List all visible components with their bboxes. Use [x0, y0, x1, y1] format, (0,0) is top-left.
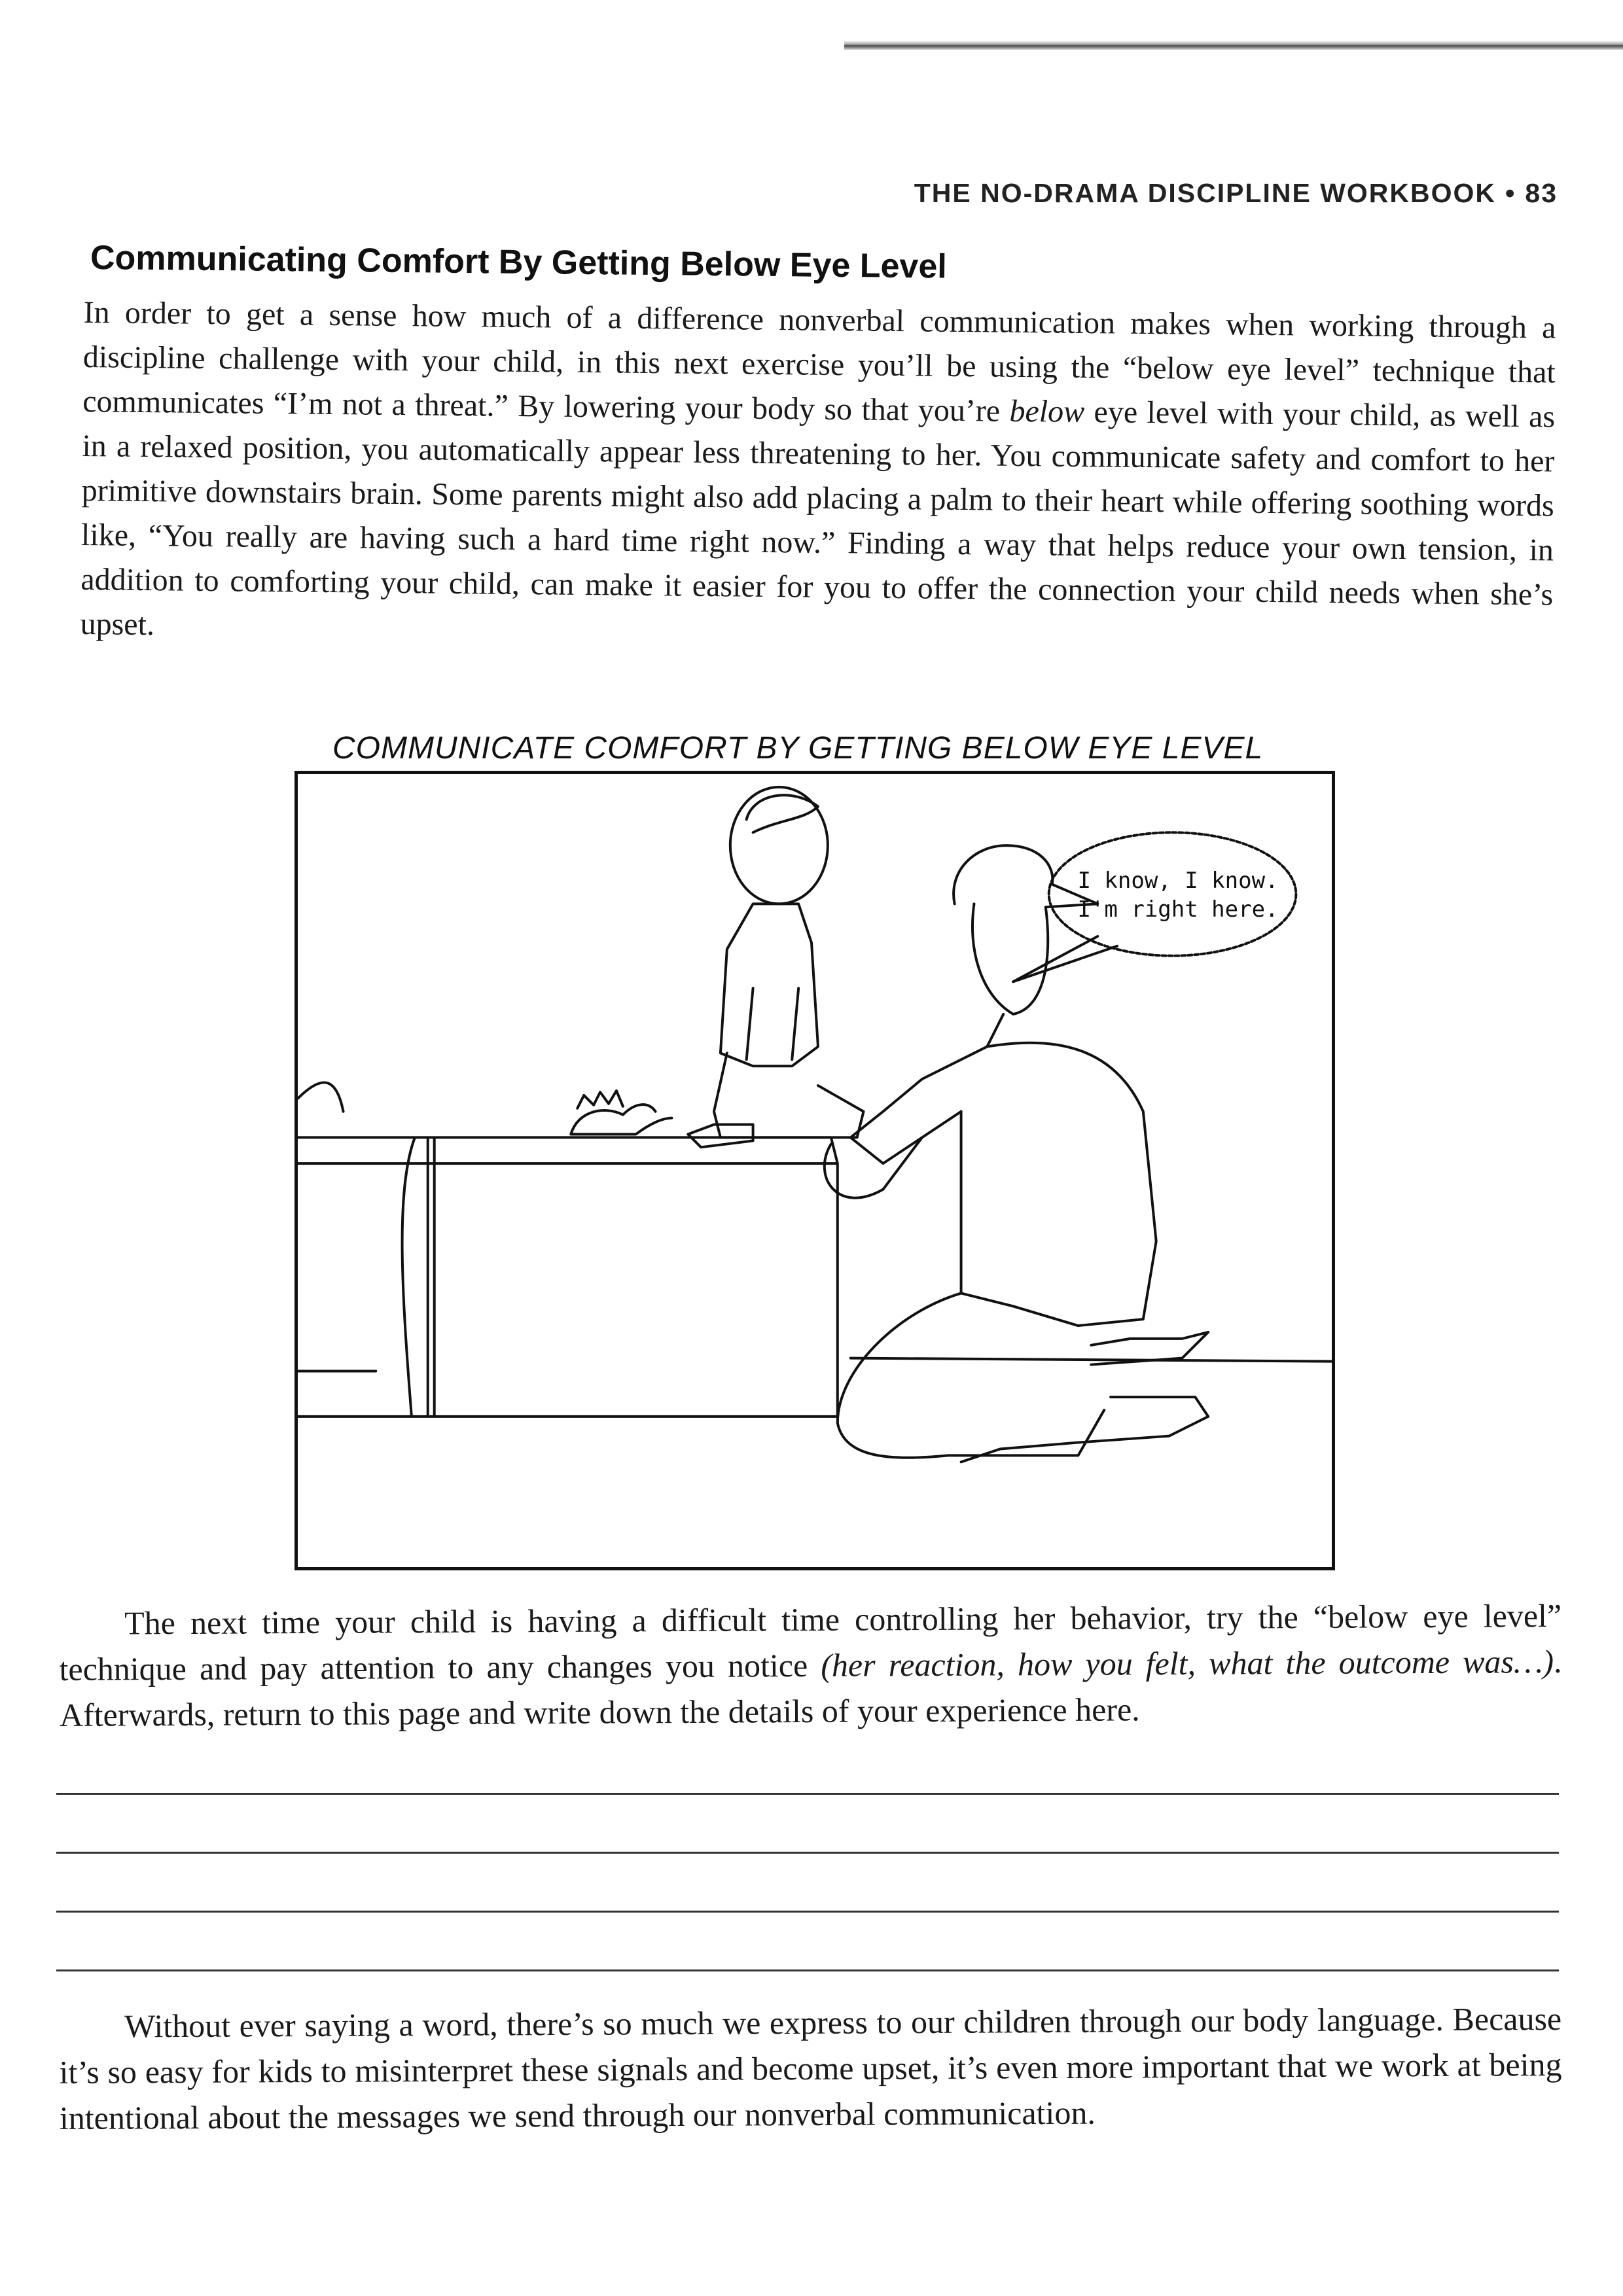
intro-text-part2: eye level with your child, as well as in a relaxed position, you automatically appear less threatening to her. You communicate safety and comfort to her primitive downstairs brain. Some parents might also add placing a palm to their heart while offering soothing words like, “You really are having such a hard time right now.” Finding a way that helps reduce your own tension, in addition to comforting your child, can make it easier for you to offer the connection your child needs when she’s upset. — [80, 395, 1556, 643]
exercise-emphasis: (her reaction, how you felt, what the outcome was…) — [821, 1643, 1554, 1684]
exercise-text-part2: . Afterwards, return to this page and write down the details of your experience here. — [59, 1642, 1562, 1733]
writing-line[interactable] — [56, 1969, 1559, 1971]
floor-line — [298, 1358, 1332, 1371]
section-title: Communicating Comfort By Getting Below Eye Level — [90, 239, 948, 286]
speech-line-2: I'm right here. — [1077, 896, 1279, 923]
page-number: 83 — [1525, 178, 1558, 208]
speech-line-1: I know, I know. — [1077, 868, 1279, 894]
illustration-panel — [294, 771, 1335, 1570]
exercise-text-part1: The next time your child is having a difficult time controlling her behavior, try the “below eye level” technique and pay attention to any changes you notice — [59, 1597, 1562, 1687]
intro-text-part1: In order to get a sense how much of a difference nonverbal communication makes when working through a discipline challenge with your child, in this next exercise you’ll be using the “below eye level” technique that communicates “I’m not a threat.” By lowering your body so that you’re — [82, 294, 1556, 429]
closing-text: Without ever saying a word, there’s so much we express to our children through our body language. Because it’s so easy for kids to misinterpret these signals and become upset, it’s even more important that we work at being intentional about the messages we send through our nonverbal communication. — [59, 2000, 1562, 2136]
scan-edge-shadow — [844, 41, 1623, 50]
header-separator: • — [1505, 178, 1516, 208]
intro-emphasis: below — [1009, 393, 1085, 430]
speech-bubble — [1070, 846, 1286, 944]
writing-line[interactable] — [56, 1852, 1559, 1854]
running-title: THE NO-DRAMA DISCIPLINE WORKBOOK — [914, 178, 1497, 208]
exercise-paragraph — [59, 1593, 1562, 1738]
writing-line[interactable] — [56, 1911, 1559, 1913]
bed-drawing — [298, 1137, 838, 1416]
closing-paragraph — [59, 1996, 1562, 2141]
child-figure — [688, 787, 863, 1147]
writing-line[interactable] — [56, 1793, 1559, 1795]
figure-caption: COMMUNICATE COMFORT BY GETTING BELOW EYE LEVEL — [332, 731, 1264, 766]
toy-dinosaur-drawing — [571, 1091, 671, 1134]
running-head — [903, 178, 1558, 209]
intro-paragraph — [80, 291, 1556, 662]
wall-line — [298, 1082, 344, 1111]
